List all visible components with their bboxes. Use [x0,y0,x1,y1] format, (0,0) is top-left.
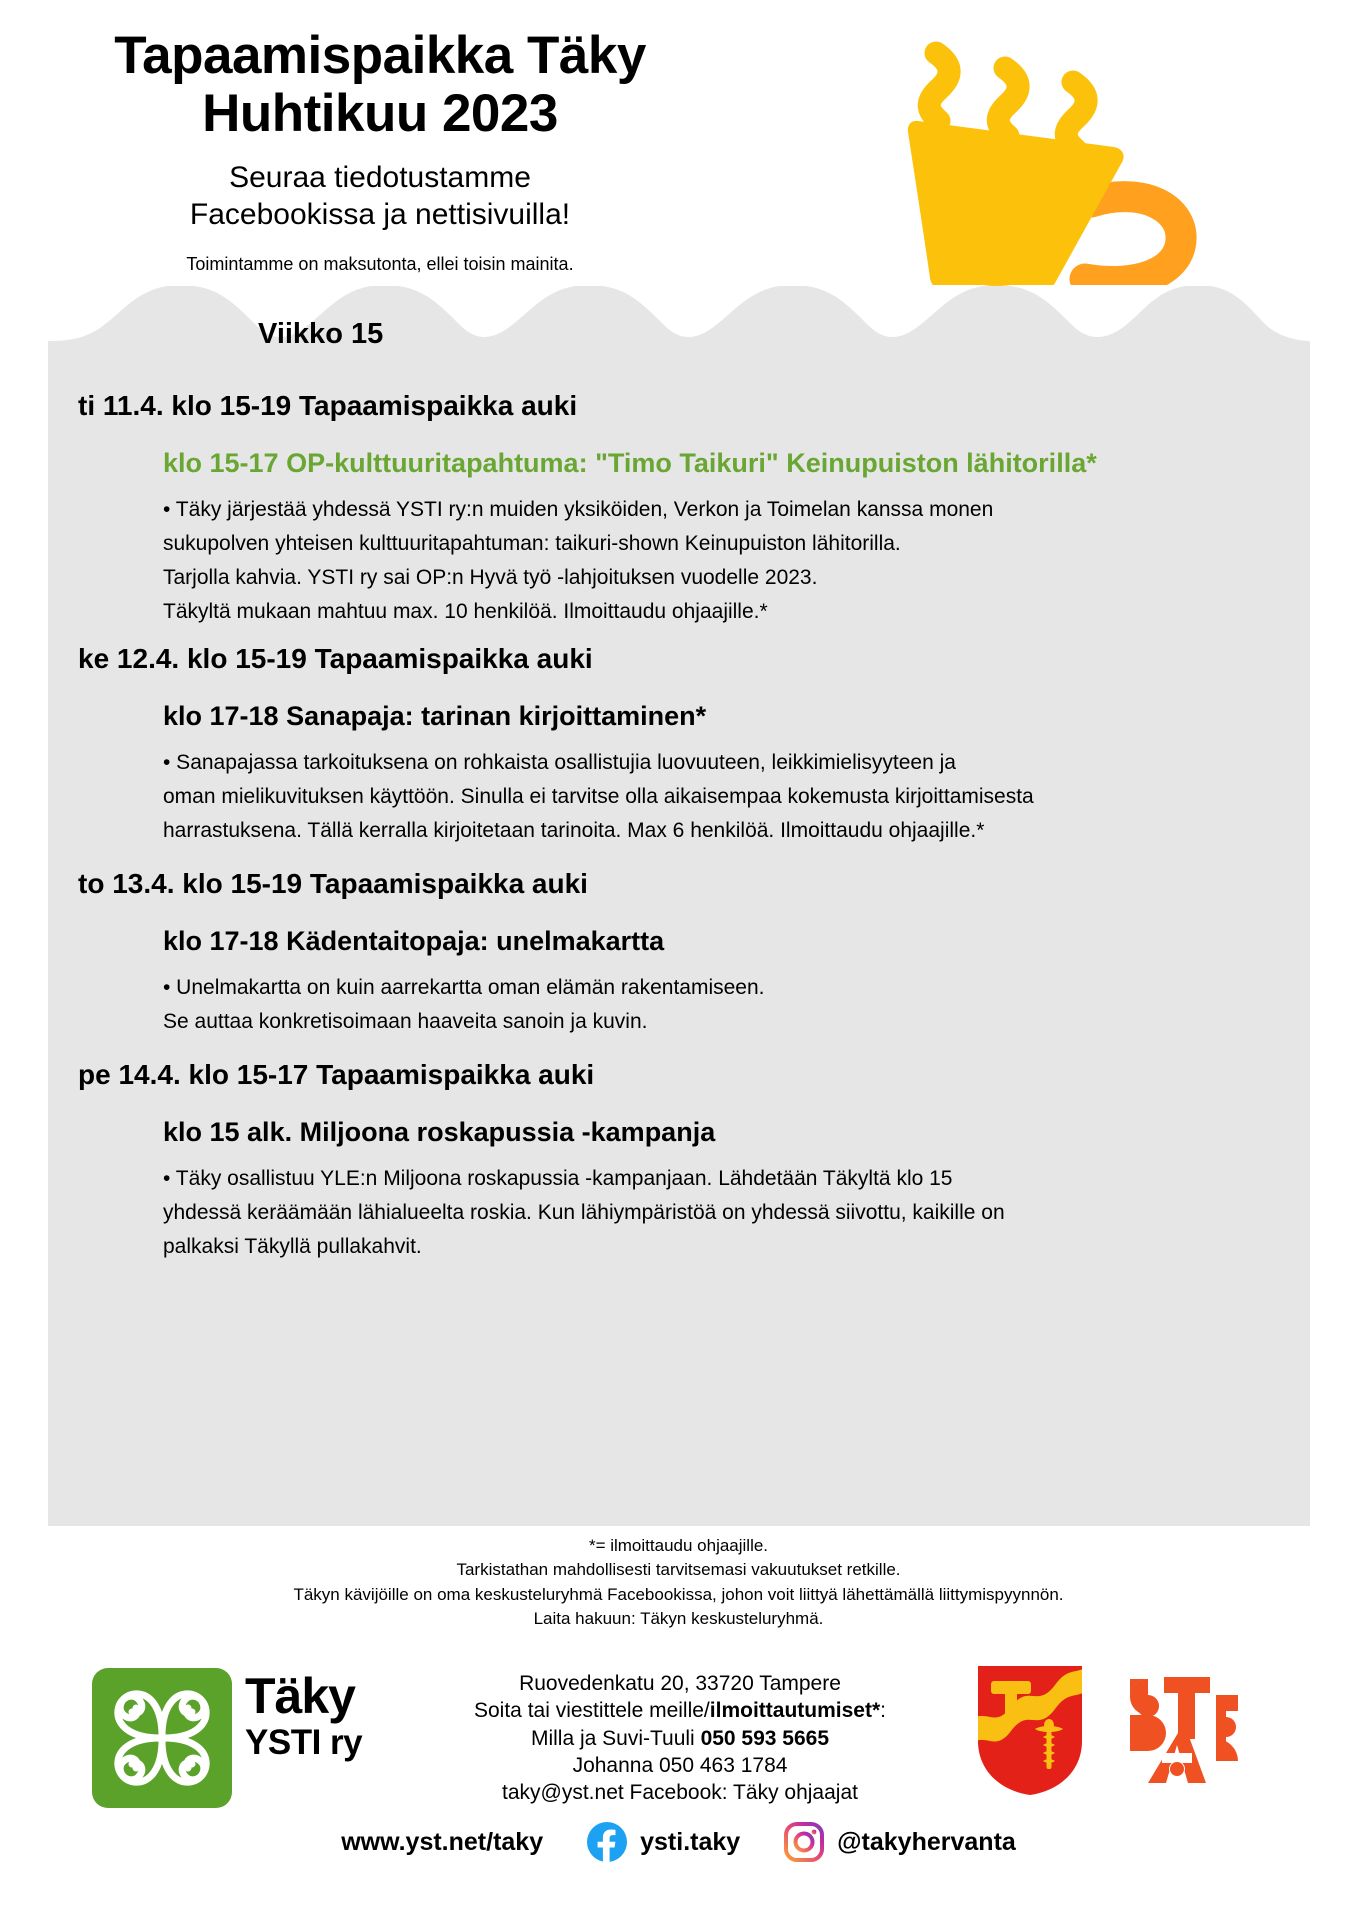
event-body-line: Täkyltä mukaan mahtuu max. 10 henkilöä. Ilmoittaudu ohjaajille.* [163,600,768,624]
scallop-shape [48,285,1310,341]
contact-call-suffix: : [880,1699,886,1723]
event-body [163,971,1310,1039]
taky-wordmark-line2: YSTI ry [245,1723,363,1762]
event-body [163,1162,1310,1264]
contact-person-1-phone: 050 593 5665 [700,1726,830,1750]
event-title: klo 15 alk. Miljoona roskapussia -kampanja [163,1117,716,1148]
taky-leaf-logo-icon [92,1668,232,1808]
contact-person-2: Johanna 050 463 1784 [572,1753,788,1777]
taky-wordmark [245,1668,363,1762]
facebook-icon[interactable] [587,1822,627,1862]
event-body-line: harrastuksena. Tällä kerralla kirjoitetaan tarinoita. Max 6 henkilöä. Ilmoittaudu ohjaajille.* [163,819,985,843]
page-title-line1: Tapaamispaikka Täky [114,26,646,85]
contact-call-line [400,1697,960,1724]
event-body-line: oman mielikuvituksen käyttöön. Sinulla ei tarvitse olla aikaisempaa kokemusta kirjoittamisesta [163,785,1034,809]
event-body-line: Tarjolla kahvia. YSTI ry sai OP:n Hyvä työ -lahjoituksen vuodelle 2023. [163,566,818,590]
stea-logo-icon [1120,1665,1250,1795]
event-title: klo 17-18 Kädentaitopaja: unelmakartta [163,926,665,957]
event-body-line: • Täky järjestää yhdessä YSTI ry:n muiden yksiköiden, Verkon ja Toimelan kanssa monen [163,498,994,521]
instagram-handle: @takyhervanta [837,1827,1016,1856]
social-bar [0,1822,1357,1862]
event-body-line: Se auttaa konkretisoimaan haaveita sanoin ja kuvin. [163,1010,648,1034]
contact-person-1 [400,1725,960,1752]
day-title: ti 11.4. klo 15-19 Tapaamispaikka auki [78,390,578,421]
footnote-line: Tarkistathan mahdollisesti tarvitsemasi vakuutukset retkille. [456,1560,901,1580]
contact-call-prefix: Soita tai viestittele meille/ [474,1699,710,1723]
day-title: pe 14.4. klo 15-17 Tapaamispaikka auki [78,1059,595,1091]
website-label: www.yst.net/taky [341,1827,544,1856]
schedule-day [48,643,1310,848]
footnote-line: Laita hakuun: Täkyn keskusteluryhmä. [533,1609,824,1629]
free-activity-note: Toimintamme on maksutonta, ellei toisin mainita. [186,253,574,274]
page-title-line2: Huhtikuu 2023 [202,84,558,144]
day-title: ke 12.4. klo 15-19 Tapaamispaikka auki [78,643,593,675]
event-body-line: yhdessä keräämään lähialueelta roskia. Kun lähiympäristöä on yhdessä siivottu, kaikille on [163,1201,1005,1225]
event-body [163,493,1310,629]
coffee-cup-illustration [895,26,1215,291]
schedule-day [48,868,1310,1039]
day-title: to 13.4. klo 15-19 Tapaamispaikka auki [78,868,588,900]
instagram-item[interactable] [784,1822,1016,1862]
event-title: klo 15-17 OP-kulttuuritapahtuma: "Timo Taikuri" Keinupuiston lähitorilla* [163,448,1097,478]
poster-header [0,0,1357,290]
event-title: klo 17-18 Sanapaja: tarinan kirjoittaminen* [163,701,707,732]
tampere-coat-of-arms [975,1663,1085,1798]
event-body [163,746,1310,848]
facebook-item[interactable] [587,1822,740,1862]
contact-block [400,1670,960,1806]
subtitle-line2: Facebookissa ja nettisivuilla! [189,197,571,231]
subtitle [0,160,760,233]
schedule-panel [48,286,1310,1526]
coffee-cup-icon [895,26,1215,291]
week-label: Viikko 15 [258,318,384,350]
contact-address: Ruovedenkatu 20, 33720 Tampere [519,1672,841,1695]
contact-person-1-name: Milla ja Suvi-Tuuli [530,1726,701,1750]
contact-email-facebook: taky@yst.net Facebook: Täky ohjaajat [502,1781,858,1805]
schedule-list [48,390,1310,1284]
instagram-icon[interactable] [784,1822,824,1862]
schedule-day [48,1059,1310,1264]
taky-wordmark-line1: Täky [245,1668,355,1724]
stea-logo [1120,1665,1250,1795]
tampere-coat-of-arms-icon [975,1663,1085,1798]
title-block [0,28,760,275]
event-body-line: • Sanapajassa tarkoituksena on rohkaista osallistujia luovuuteen, leikkimielisyyteen ja [163,751,956,775]
event-body-line: palkaksi Täkyllä pullakahvit. [163,1235,422,1259]
footnotes [0,1534,1357,1632]
event-body-line: • Täky osallistuu YLE:n Miljoona roskapussia -kampanjaan. Lähdetään Täkyltä klo 15 [163,1167,953,1191]
schedule-day [48,390,1310,629]
taky-ysti-logo [92,1668,232,1808]
website-item[interactable] [341,1828,543,1857]
subtitle-line1: Seuraa tiedotustamme [229,161,531,195]
contact-call-bold: ilmoittautumiset* [709,1699,881,1723]
event-body-line: • Unelmakartta on kuin aarrekartta oman elämän rakentamiseen. [163,976,765,1000]
footnote-line: *= ilmoittaudu ohjaajille. [588,1536,769,1555]
footnote-line: Täkyn kävijöille on oma keskusteluryhmä Facebookissa, johon voit liittyä lähettämällä liittymispyynnön. [293,1584,1064,1604]
scalloped-top-edge [48,285,1310,341]
event-body-line: sukupolven yhteisen kulttuuritapahtuman: taikuri-shown Keinupuiston lähitorilla. [163,532,901,556]
facebook-handle: ysti.taky [640,1827,741,1856]
